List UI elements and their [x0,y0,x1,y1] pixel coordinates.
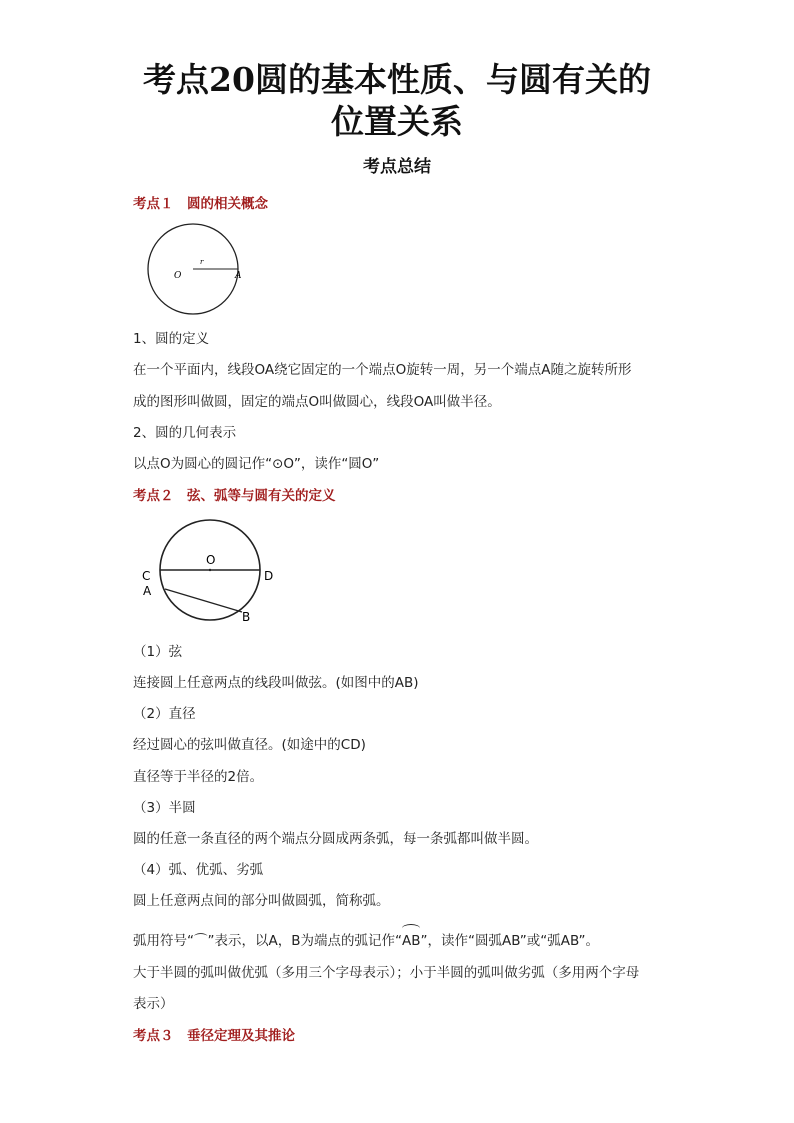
page-title-line1: 考点20圆的基本性质、与圆有关的 [143,60,651,99]
text-line: 以点O为圆心的圆记作“⊙O”，读作“圆O” [133,456,380,472]
text-line: 大于半圆的弧叫做优弧（多用三个字母表示）；小于半圆的弧叫做劣弧（多用两个字母 [133,965,640,981]
text-line: 1、圆的定义 [133,331,210,347]
center-label-o: O [174,271,182,281]
text-line: 圆上任意两点间的部分叫做圆弧，简称弧。 [133,893,390,909]
page-subtitle: 考点总结 [363,157,431,177]
section-heading-1: 考点１ 圆的相关概念 [133,196,268,212]
text-line: （1）弦 [133,644,183,660]
label-d: D [264,569,274,583]
arc-ab-letters: AB [401,933,421,949]
section-heading-2: 考点２ 弦、弧等与圆有关的定义 [133,488,336,504]
text-line: 表示） [133,996,174,1012]
section-heading-3: 考点３ 垂径定理及其推论 [133,1028,295,1044]
text-line: （2）直径 [133,706,196,722]
circle-radius-figure [138,222,248,317]
text-line: 经过圆心的弦叫做直径。(如途中的CD) [133,737,366,753]
center-dot [209,569,211,571]
label-c: C [142,569,151,583]
chord-diameter-figure [138,515,278,627]
label-b: B [242,610,251,624]
text-line-arc-notation [133,929,599,949]
text-line: 直径等于半径的2倍。 [133,769,264,785]
text-line: 在一个平面内，线段OA绕它固定的一个端点O旋转一周，另一个端点A随之旋转所形 [133,362,632,378]
text-line: 2、圆的几何表示 [133,425,237,441]
page-title-line2: 位置关系 [331,102,463,141]
radius-label-r: r [200,258,204,266]
label-o: O [206,553,216,567]
arc-ab-notation [402,933,421,949]
text-segment: ”，读作“圆弧AB”或“弧AB”。 [420,933,599,949]
label-a: A [143,584,152,598]
chord-ab [165,589,242,612]
text-line: （4）弧、优弧、劣弧 [133,862,264,878]
arc-overline-icon [402,924,421,933]
text-segment: 弧用符号“⌒”表示，以A，B为端点的弧记作“ [133,933,402,949]
text-line: 圆的任意一条直径的两个端点分圆成两条弧，每一条弧都叫做半圆。 [133,831,538,847]
point-label-a: A [235,271,242,281]
text-line: （3）半圆 [133,800,196,816]
text-line: 成的图形叫做圆，固定的端点O叫做圆心，线段OA叫做半径。 [133,394,501,410]
text-line: 连接圆上任意两点的线段叫做弦。(如图中的AB) [133,675,419,691]
